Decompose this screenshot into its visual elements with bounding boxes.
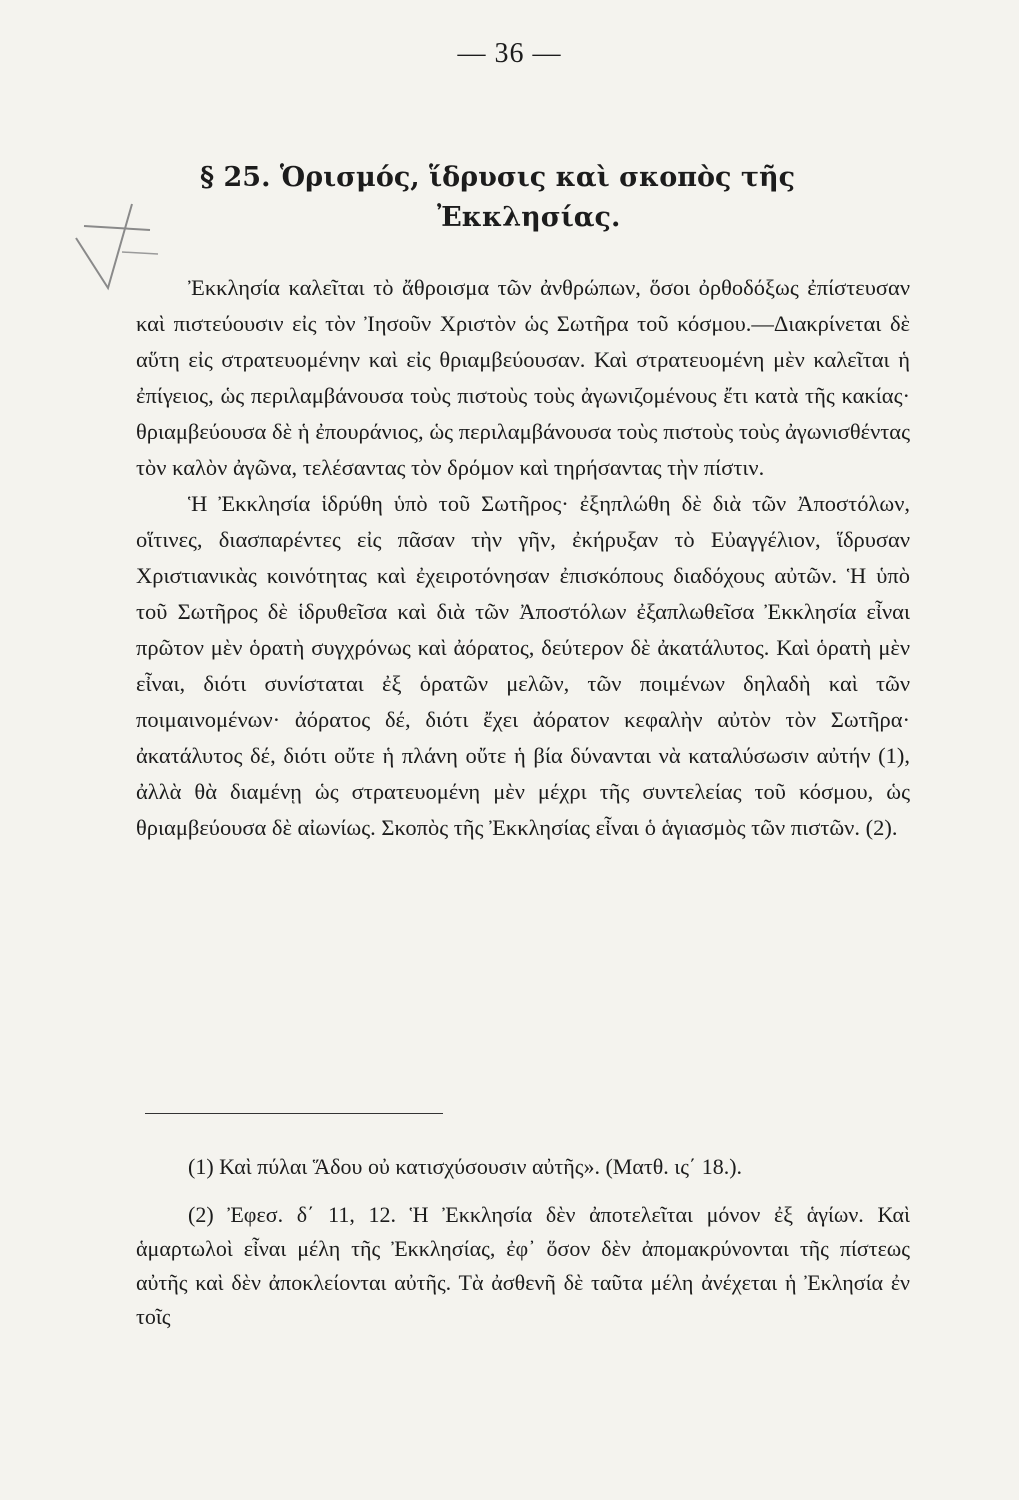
footnotes bbox=[136, 1150, 910, 1334]
footnote-separator bbox=[145, 1113, 443, 1114]
page-number: — 36 — bbox=[457, 38, 562, 69]
footnote: (1) Καὶ πύλαι Ἅδου οὐ κατισχύσουσιν αὐτῆς». (Ματθ. ις΄ 18.). bbox=[188, 1154, 743, 1179]
paragraph: Ἡ Ἐκκλησία ἱδρύθη ὑπὸ τοῦ Σωτῆρος· ἐξηπλώθη δὲ διὰ τῶν Ἀποστόλων, οἵτινες, διασπαρέντες εἰς πᾶσαν τὴν γῆν, ἐκήρυξαν τὸ Εὐαγγέλιον, ἵδρυσαν Χριστιανικὰς κοινότητας καὶ ἐχειροτόνησαν ἐπισκόπους διαδόχους αὐτῶν. Ἡ ὑπὸ τοῦ Σωτῆρος δὲ ἱδρυθεῖσα καὶ διὰ τῶν Ἀποστόλων ἐξαπλωθεῖσα Ἐκκλησία εἶναι πρῶτον μὲν ὁρατὴ συγχρόνως καὶ ἀόρατος, δεύτερον δὲ ἀκατάλυτος. Καὶ ὁρατὴ μὲν εἶναι, διότι συνίσταται ἐξ ὁρατῶν μελῶν, τῶν ποιμένων δηλαδὴ καὶ τῶν ποιμαινομένων· ἀόρατος δέ, διότι ἔχει ἀόρατον κεφαλὴν αὐτὸν τὸν Σωτῆρα· ἀκατάλυτος δέ, διότι οὔτε ἡ πλάνη οὔτε ἡ βία δύνανται νὰ καταλύσωσιν αὐτήν (1), ἀλλὰ θὰ διαμένῃ ὡς στρατευομένη μὲν μέχρι τῆς συντελείας τοῦ κόσμου, ὡς θριαμβεύουσα δὲ αἰωνίως. Σκοπὸς τῆς Ἐκκλησίας εἶναι ὁ ἁγιασμὸς τῶν πιστῶν. (2). bbox=[136, 491, 910, 840]
footnote: (2) Ἐφεσ. δ΄ 11, 12. Ἡ Ἐκκλησία δὲν ἀποτελεῖται μόνον ἐξ ἁγίων. Καὶ ἁμαρτωλοὶ εἶναι μέλη τῆς Ἐκκλησίας, ἐφ᾽ ὅσον δὲν ἀπομακρύνονται τῆς πίστεως αὐτῆς καὶ δὲν ἀποκλείονται αὐτῆς. Τὰ ἀσθενῆ δὲ ταῦτα μέλη ἀνέχεται ἡ Ἐκλησία ἐν τοῖς bbox=[136, 1202, 910, 1329]
body-text bbox=[136, 270, 910, 846]
section-heading bbox=[200, 158, 900, 238]
section-heading-line-2: Ἐκκλησίας. bbox=[437, 202, 621, 233]
paragraph: Ἐκκλησία καλεῖται τὸ ἄθροισμα τῶν ἀνθρώπων, ὅσοι ὀρθοδόξως ἐπίστευσαν καὶ πιστεύουσιν εἰς τὸν Ἰησοῦν Χριστὸν ὡς Σωτῆρα τοῦ κόσμου.—Διακρίνεται δὲ αὕτη εἰς στρατευομένην καὶ εἰς θριαμβεύουσαν. Καὶ στρατευομένη μὲν καλεῖται ἡ ἐπίγειος, ὡς περιλαμβάνουσα τοὺς πιστοὺς τοὺς ἀγωνιζομένους ἔτι κατὰ τῆς κακίας· θριαμβεύουσα δὲ ἡ ἐπουράνιος, ὡς περιλαμβάνουσα τοὺς πιστοὺς τοὺς ἀγωνισθέντας τὸν καλὸν ἀγῶνα, τελέσαντας τὸν δρόμον καὶ τηρήσαντας τὴν πίστιν. bbox=[136, 275, 910, 480]
section-heading-line-1: § 25. Ὁρισμός, ἵδρυσις καὶ σκοπὸς τῆς bbox=[200, 162, 796, 193]
